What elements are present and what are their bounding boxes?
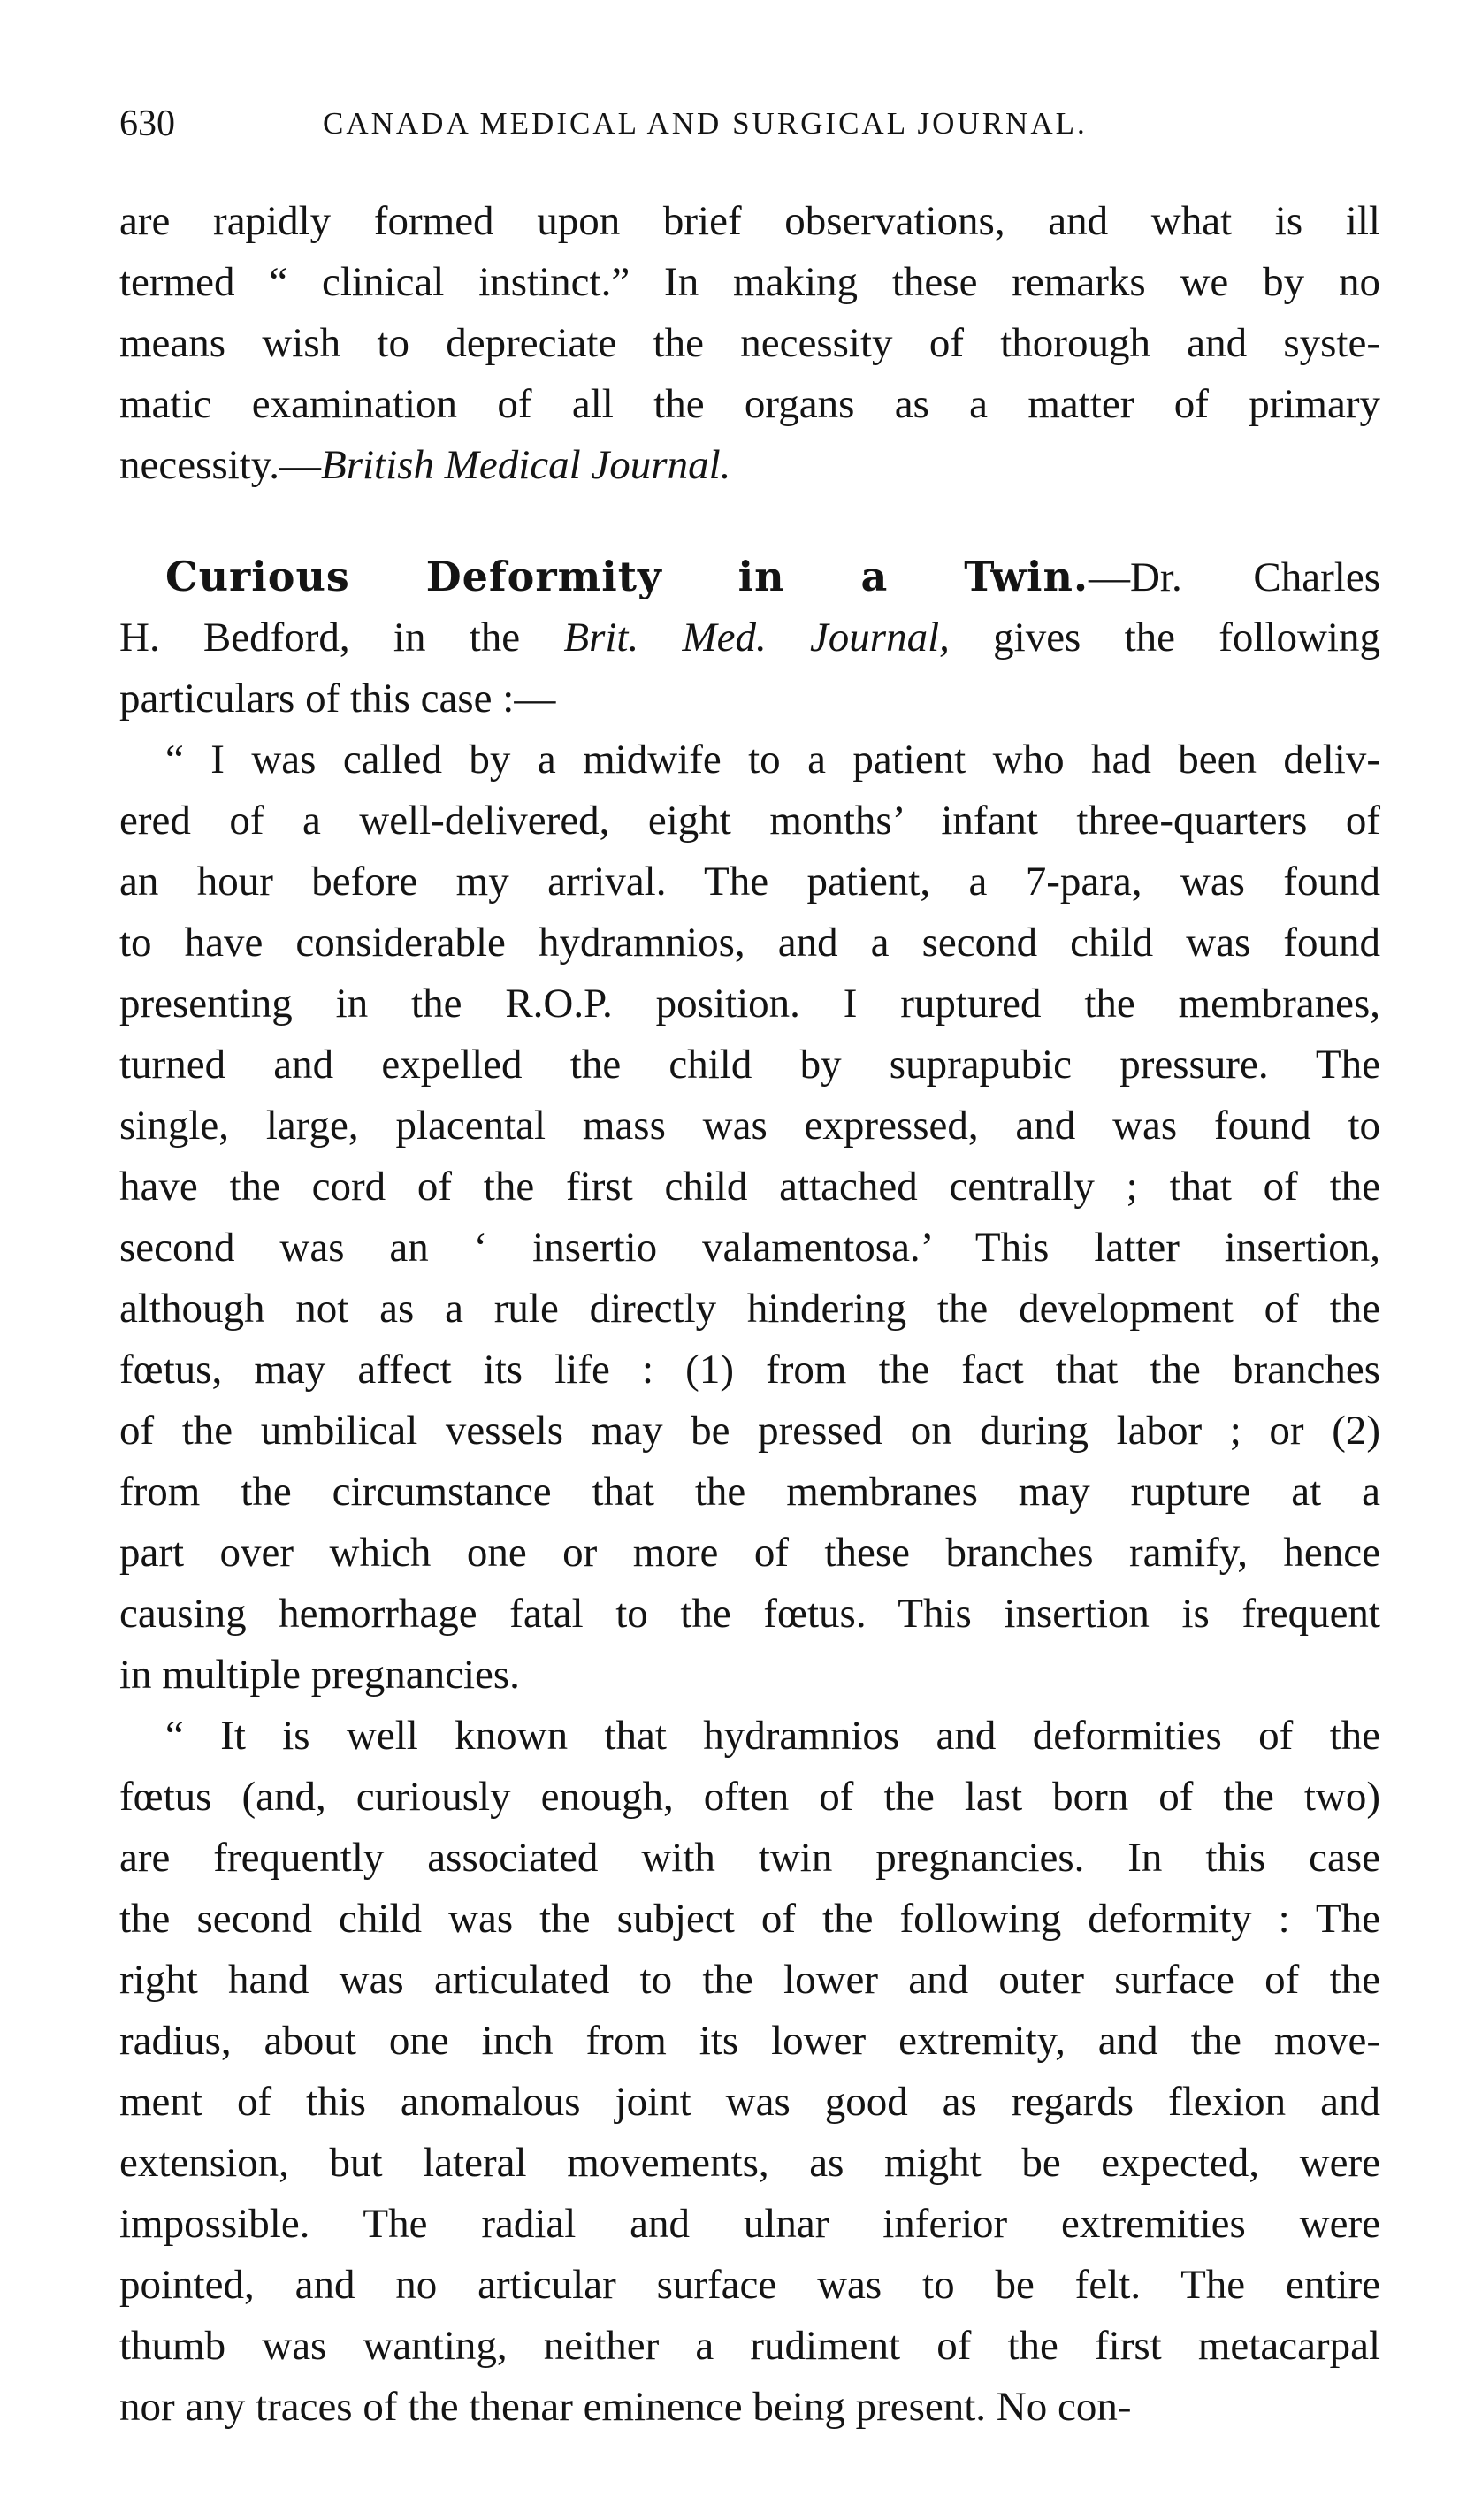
article-author-text: —Dr. Charles (1088, 554, 1380, 600)
text-line: ered of a well-delivered, eight months’ infant three-quarters of (119, 798, 1380, 844)
text-line: termed “ clinical instinct.” In making these remarks we by no (119, 259, 1380, 305)
text-line (119, 435, 1380, 496)
text-line: turned and expelled the child by suprapubic pressure. The (119, 1042, 1380, 1088)
article-line-post: gives the following (949, 615, 1380, 661)
text-line: from the circumstance that the membranes may rupture at a (119, 1469, 1380, 1515)
text-line: thumb was wanting, neither a rudiment of the first metacarpal (119, 2323, 1380, 2369)
article-line-pre: H. Bedford, in the (119, 615, 564, 661)
text-line: part over which one or more of these branches ramify, hence (119, 1530, 1380, 1576)
text-line (119, 546, 1380, 607)
text-line: “ It is well known that hydramnios and deformities of the (165, 1713, 1380, 1759)
intro-paragraph (119, 191, 1380, 496)
page-number: 630 (119, 103, 175, 144)
text-line: an hour before my arrival. The patient, a 7-para, was found (119, 859, 1380, 905)
text-line: impossible. The radial and ulnar inferior extremities were (119, 2201, 1380, 2247)
journal-reference: Brit. Med. Journal, (563, 615, 950, 661)
text-line: pointed, and no articular surface was to be felt. The entire (119, 2262, 1380, 2308)
text-line: fœtus (and, curiously enough, often of the last born of the two) (119, 1774, 1380, 1820)
text-line: extension, but lateral movements, as might be expected, were (119, 2140, 1380, 2186)
journal-title: CANADA MEDICAL AND SURGICAL JOURNAL. (323, 106, 1088, 141)
text-line: fœtus, may affect its life : (1) from the fact that the branches (119, 1347, 1380, 1393)
text-line: although not as a rule directly hindering the development of the (119, 1286, 1380, 1332)
text-line: are frequently associated with twin pregnancies. In this case (119, 1835, 1380, 1881)
body-text (119, 191, 1380, 2438)
section-gap (119, 496, 1380, 546)
text-line: ment of this anomalous joint was good as regards flexion and (119, 2079, 1380, 2125)
intro-closing-text: necessity.— (119, 442, 321, 488)
text-line: the second child was the subject of the following deformity : The (119, 1896, 1380, 1942)
text-line: of the umbilical vessels may be pressed on during labor ; or (2) (119, 1408, 1380, 1454)
quote-paragraph-2 (119, 1706, 1380, 2438)
text-line: are rapidly formed upon brief observations, and what is ill (119, 198, 1380, 244)
text-line: means wish to depreciate the necessity of thorough and syste- (119, 320, 1380, 366)
article-intro-paragraph (119, 546, 1380, 729)
text-line: nor any traces of the thenar eminence being present. No con- (119, 2384, 1132, 2430)
text-line: second was an ‘ insertio valamentosa.’ This latter insertion, (119, 1225, 1380, 1271)
text-line: presenting in the R.O.P. position. I ruptured the membranes, (119, 981, 1380, 1027)
text-line: radius, about one inch from its lower extremity, and the move- (119, 2018, 1380, 2064)
text-line: “ I was called by a midwife to a patient who had been deliv- (165, 737, 1380, 783)
text-line: single, large, placental mass was expressed, and was found to (119, 1103, 1380, 1149)
text-line (119, 607, 1380, 668)
text-line: causing hemorrhage fatal to the fœtus. This insertion is frequent (119, 1591, 1380, 1637)
quote-paragraph-1 (119, 729, 1380, 1706)
text-line: in multiple pregnancies. (119, 1652, 520, 1698)
text-line: particulars of this case :— (119, 676, 556, 722)
running-head (119, 97, 1393, 150)
text-line: to have considerable hydramnios, and a second child was found (119, 920, 1380, 966)
article-heading: Curious Deformity in a Twin. (165, 553, 1089, 600)
text-line: have the cord of the first child attached centrally ; that of the (119, 1164, 1380, 1210)
source-citation: British Medical Journal. (320, 442, 731, 488)
text-line: right hand was articulated to the lower and outer surface of the (119, 1957, 1380, 2003)
text-line: matic examination of all the organs as a matter of primary (119, 381, 1380, 427)
